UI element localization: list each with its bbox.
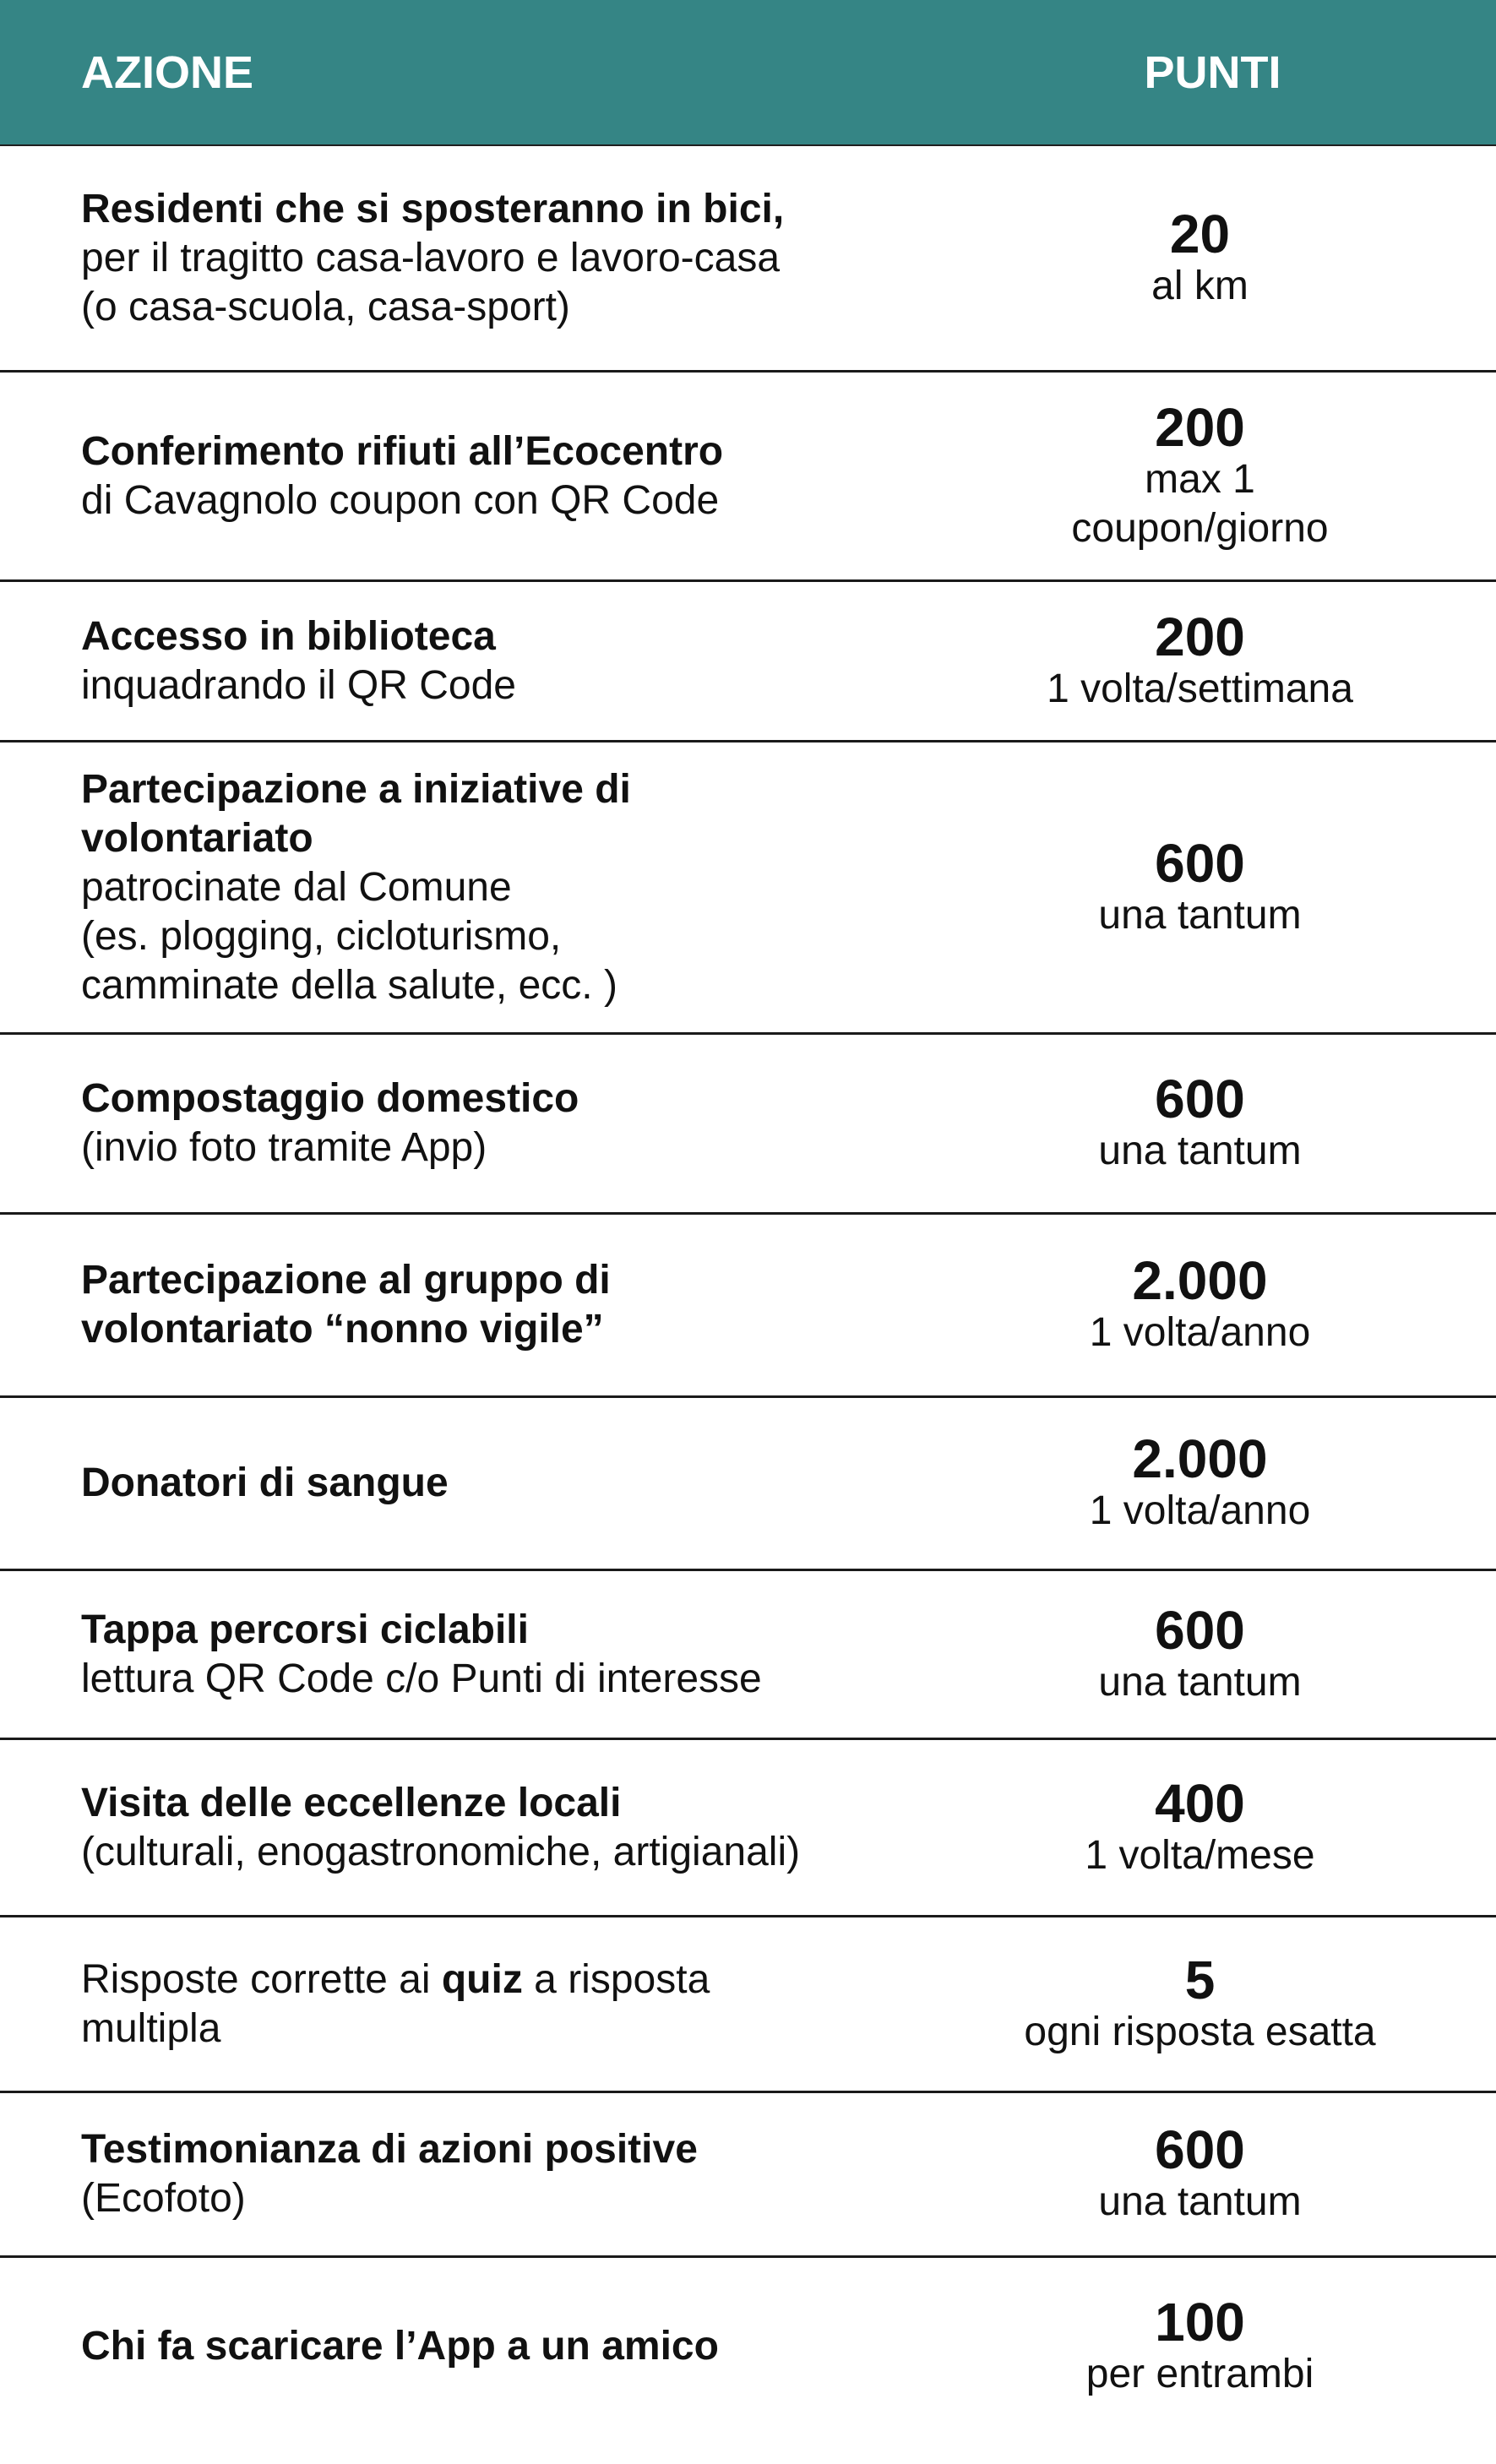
- table-row: [0, 1398, 1496, 1571]
- points-cell: [929, 1772, 1496, 1880]
- table-row: [0, 1571, 1496, 1740]
- table-row: [0, 2258, 1496, 2434]
- table-row: [0, 1740, 1496, 1917]
- action-cell: [0, 1606, 929, 1704]
- action-desc: (Ecofoto): [81, 2176, 246, 2221]
- points-note: al km: [1151, 263, 1248, 308]
- points-cell: [929, 1071, 1496, 1176]
- action-title: Conferimento rifiuti all’Ecocentro: [81, 428, 724, 474]
- points-cell: [929, 2119, 1496, 2227]
- table-row: [0, 1917, 1496, 2093]
- header-action: AZIONE: [81, 46, 254, 98]
- points-cell: [929, 606, 1496, 714]
- action-cell: [0, 427, 929, 525]
- table-row: [0, 1215, 1496, 1398]
- table-row: [0, 1035, 1496, 1215]
- action-desc: (invio foto tramite App): [81, 1125, 487, 1170]
- table-row: [0, 373, 1496, 582]
- action-title: Chi fa scaricare l’App a un amico: [81, 2323, 719, 2369]
- action-desc: di Cavagnolo coupon con QR Code: [81, 477, 720, 523]
- action-desc: multipla: [81, 2005, 221, 2051]
- points-note: 1 volta/settimana: [1047, 666, 1353, 711]
- action-cell: [0, 1074, 929, 1172]
- points-cell: [929, 1949, 1496, 2057]
- action-title: Visita delle eccellenze locali: [81, 1780, 622, 1825]
- points-cell: [929, 1599, 1496, 1707]
- quiz-text-before: Risposte corrette ai: [81, 1956, 442, 2002]
- table-row: [0, 146, 1496, 373]
- action-title: Donatori di sangue: [81, 1460, 449, 1505]
- action-title: Partecipazione al gruppo di volontariato “nonno vigile”: [81, 1258, 611, 1352]
- points-note: 1 volta/mese: [1085, 1832, 1315, 1878]
- action-desc: (culturali, enogastronomiche, artigianali): [81, 1829, 801, 1874]
- header-points: PUNTI: [1144, 46, 1281, 98]
- points-note: una tantum: [1098, 2179, 1302, 2224]
- points-note: coupon/giorno: [1071, 505, 1329, 551]
- quiz-text-bold: quiz: [441, 1956, 523, 2002]
- points-cell: [929, 2291, 1496, 2399]
- points-cell: [929, 396, 1496, 553]
- points-note: per entrambi: [1085, 2351, 1314, 2396]
- action-desc: camminate della salute, ecc. ): [81, 962, 617, 1008]
- quiz-text-after: a risposta: [522, 1956, 710, 2002]
- action-title: Residenti che si sposteranno in bici,: [81, 186, 785, 231]
- action-title: Tappa percorsi ciclabili: [81, 1607, 529, 1652]
- points-value: 600: [1155, 2119, 1245, 2180]
- action-cell: [0, 2322, 929, 2371]
- points-value: 400: [1155, 1772, 1245, 1834]
- action-title: Testimonianza di azioni positive: [81, 2127, 698, 2172]
- action-cell: [0, 185, 929, 332]
- points-cell: [929, 1250, 1496, 1357]
- points-value: 200: [1155, 396, 1245, 458]
- action-title: Partecipazione a iniziative di volontariato: [81, 766, 631, 861]
- table-row: [0, 2093, 1496, 2258]
- action-cell: [0, 2125, 929, 2223]
- action-desc: (o casa-scuola, casa-sport): [81, 284, 570, 329]
- table-row: [0, 742, 1496, 1035]
- points-note: una tantum: [1098, 892, 1302, 938]
- points-value: 2.000: [1132, 1250, 1268, 1311]
- points-note: max 1: [1145, 456, 1255, 502]
- points-value: 600: [1155, 1599, 1245, 1661]
- points-value: 20: [1169, 203, 1231, 264]
- action-desc: [81, 1955, 929, 2004]
- action-desc: (es. plogging, cicloturismo,: [81, 913, 562, 959]
- points-value: 5: [1184, 1949, 1216, 2010]
- points-note: 1 volta/anno: [1089, 1310, 1311, 1355]
- points-cell: [929, 832, 1496, 940]
- action-desc: per il tragitto casa-lavoro e lavoro-casa: [81, 235, 781, 280]
- action-desc: patrocinate dal Comune: [81, 864, 512, 910]
- action-cell: [0, 612, 929, 710]
- table-row: [0, 582, 1496, 742]
- points-value: 600: [1155, 832, 1245, 894]
- points-note: 1 volta/anno: [1089, 1488, 1311, 1533]
- action-cell: [0, 1779, 929, 1877]
- points-value: 100: [1155, 2291, 1245, 2352]
- points-note: una tantum: [1098, 1659, 1302, 1705]
- action-desc: inquadrando il QR Code: [81, 662, 516, 708]
- points-cell: [929, 203, 1496, 311]
- points-cell: [929, 1428, 1496, 1536]
- points-note: una tantum: [1098, 1129, 1302, 1173]
- action-desc: lettura QR Code c/o Punti di interesse: [81, 1656, 762, 1701]
- action-cell: [0, 1955, 929, 2053]
- action-cell: [0, 1459, 929, 1508]
- points-note: ogni risposta esatta: [1024, 2009, 1376, 2054]
- action-cell: [0, 765, 929, 1010]
- points-value: 200: [1155, 606, 1245, 667]
- points-value: 600: [1155, 1069, 1245, 1129]
- action-title: Compostaggio domestico: [81, 1076, 579, 1121]
- points-value: 2.000: [1132, 1428, 1268, 1489]
- action-title: Accesso in biblioteca: [81, 613, 496, 659]
- action-cell: [0, 1256, 929, 1354]
- table-header: [0, 0, 1496, 146]
